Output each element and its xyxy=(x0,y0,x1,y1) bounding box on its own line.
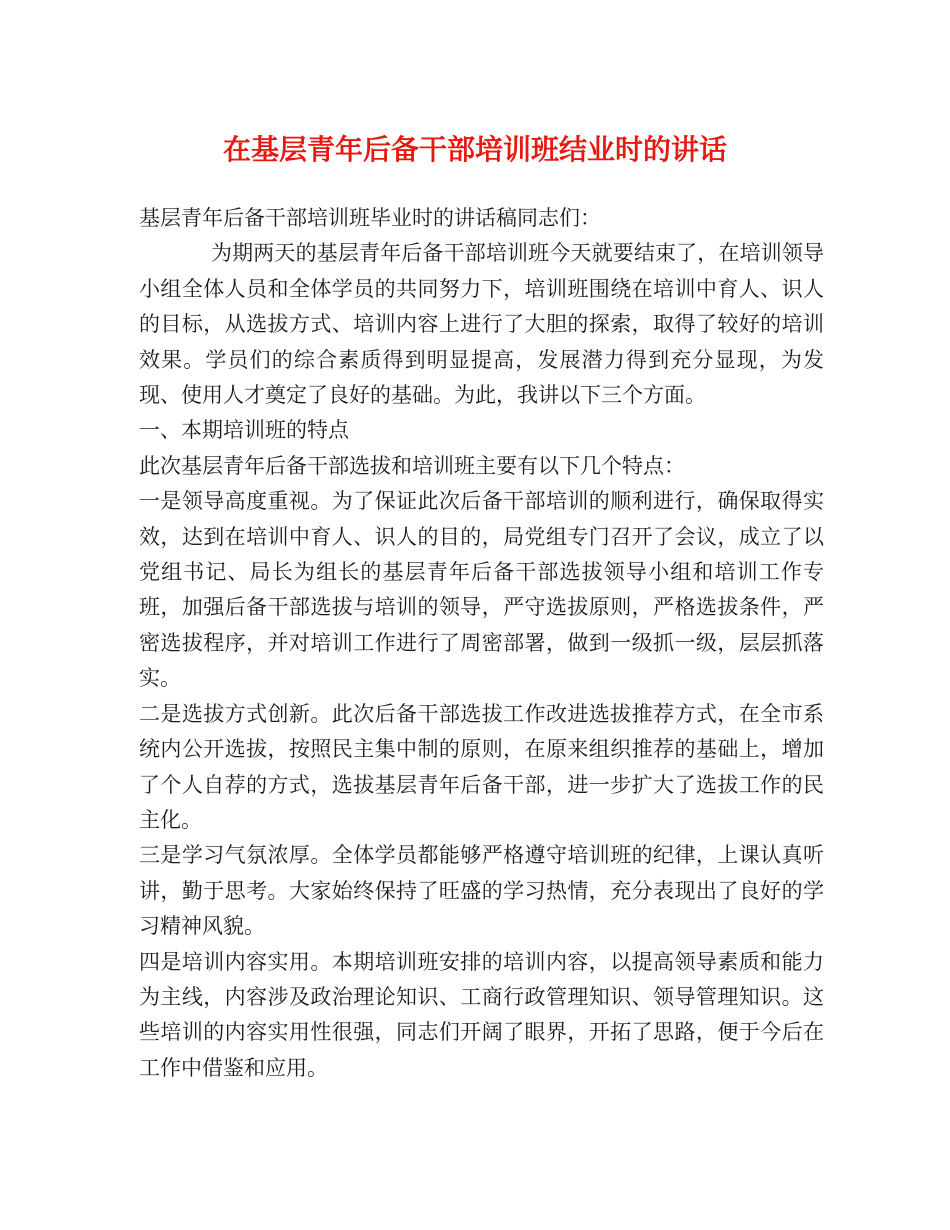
point-one-paragraph: 一是领导高度重视。为了保证此次后备干部培训的顺利进行，确保取得实效，达到在培训中育人、识人的目的，局党组专门召开了会议，成立了以党组书记、局长为组长的基层青年后备干部选拔领导小组和培训工作专班，加强后备干部选拔与培训的领导，严守选拔原则，严格选拔条件，严密选拔程序，并对培训工作进行了周密部署，做到一级抓一级，层层抓落实。 xyxy=(139,489,824,691)
point-four-paragraph: 四是培训内容实用。本期培训班安排的培训内容，以提高领导素质和能力为主线，内容涉及政治理论知识、工商行政管理知识、领导管理知识。这些培训的内容实用性很强，同志们开阔了眼界，开拓了思路，便于今后在工作中借鉴和应用。 xyxy=(139,949,824,1080)
document-title: 在基层青年后备干部培训班结业时的讲话 xyxy=(222,133,727,166)
document-body xyxy=(139,201,824,1086)
point-two-paragraph: 二是选拔方式创新。此次后备干部选拔工作改进选拔推荐方式，在全市系统内公开选拔，按照民主集中制的原则，在原来组织推荐的基础上，增加了个人自荐的方式，选拔基层青年后备干部，进一步扩大了选拔工作的民主化。 xyxy=(139,701,824,832)
intro-paragraph: 为期两天的基层青年后备干部培训班今天就要结束了，在培训领导小组全体人员和全体学员的共同努力下，培训班围绕在培训中育人、识人的目标，从选拔方式、培训内容上进行了大胆的探索，取得了较好的培训效果。学员们的综合素质得到明显提高，发展潜力得到充分显现，为发现、使用人才奠定了良好的基础。为此，我讲以下三个方面。 xyxy=(139,241,824,408)
section-lead-paragraph: 此次基层青年后备干部选拔和培训班主要有以下几个特点： xyxy=(139,453,685,478)
salutation-paragraph: 基层青年后备干部培训班毕业时的讲话稿同志们： xyxy=(139,206,601,230)
point-three-paragraph: 三是学习气氛浓厚。全体学员都能够严格遵守培训班的纪律，上课认真听讲，勤于思考。大家始终保持了旺盛的学习热情，充分表现出了良好的学习精神风貌。 xyxy=(139,843,824,939)
section-heading: 一、本期培训班的特点 xyxy=(139,418,349,443)
